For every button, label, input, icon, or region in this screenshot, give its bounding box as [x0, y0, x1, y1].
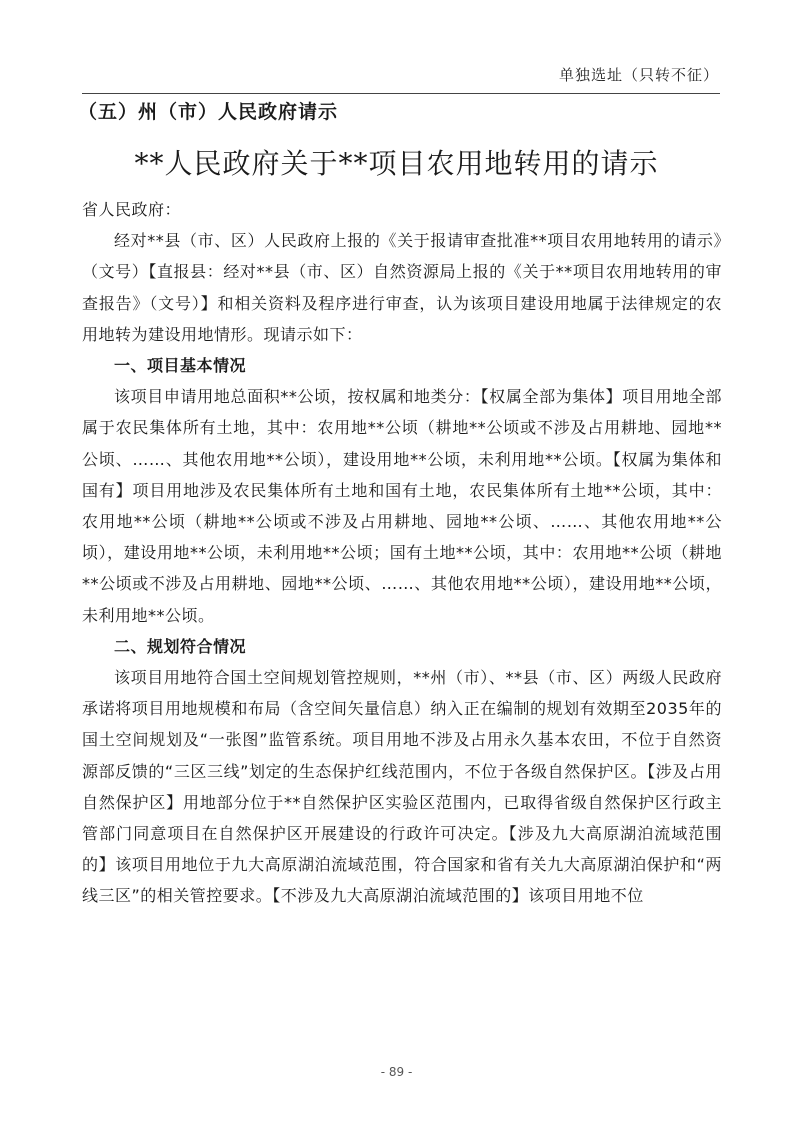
header-tag: 单独选址（只转不征） — [558, 66, 719, 84]
document-title: **人民政府关于**项目农用地转用的请示 — [134, 147, 659, 180]
page-number: - 89 - — [380, 1065, 413, 1079]
section-heading: （五）州（市）人民政府请示 — [78, 101, 339, 123]
section1-paragraph: 该项目申请用地总面积**公顷，按权属和地类分：【权属全部为集体】项目用地全部属于农民集体所有土地，其中：农用地**公顷（耕地**公顷或不涉及占用耕地、园地**公顷、……、其他农用地**公顷），建设用地**公顷，未利用地**公顷。【权属为集体和国有】项目用地涉及农民集体所有土地和国有土地，农民集体所有土地**公顷，其中：农用地**公顷（耕地**公顷或不涉及占用耕地、园地**公顷、……、其他农用地**公顷），建设用地**公顷，未利用地**公顷；国有土地**公顷，其中：农用地**公顷（耕地**公顷或不涉及占用耕地、园地**公顷、……、其他农用地**公顷），建设用地**公顷，未利用地**公顷。 — [82, 387, 722, 625]
section2-paragraph: 该项目用地符合国土空间规划管控规则，**州（市）、**县（市、区）两级人民政府承诺将项目用地规模和布局（含空间矢量信息）纳入正在编制的规划有效期至2035年的国土空间规划及“一张图”监管系统。项目用地不涉及占用永久基本农田，不位于自然资源部反馈的“三区三线”划定的生态保护红线范围内，不位于各级自然保护区。【涉及占用自然保护区】用地部分位于**自然保护区实验区范围内，已取得省级自然保护区行政主管部门同意项目在自然保护区开展建设的行政许可决定。【涉及九大高原湖泊流域范围的】该项目用地位于九大高原湖泊流域范围，符合国家和省有关九大高原湖泊保护和“两线三区”的相关管控要求。【不涉及九大高原湖泊流域范围的】该项目用地不位 — [82, 668, 722, 906]
salutation: 省人民政府： — [82, 200, 182, 219]
intro-paragraph: 经对**县（市、区）人民政府上报的《关于报请审查批准**项目农用地转用的请示》（文号）【直报县：经对**县（市、区）自然资源局上报的《关于**项目农用地转用的审查报告》（文号）】和相关资料及程序进行审查，认为该项目建设用地属于法律规定的农用地转为建设用地情形。现请示如下： — [82, 231, 722, 344]
section2-title: 二、规划符合情况 — [114, 636, 247, 656]
header-rule — [82, 93, 720, 94]
section1-title: 一、项目基本情况 — [114, 356, 247, 376]
document-body — [82, 194, 722, 912]
